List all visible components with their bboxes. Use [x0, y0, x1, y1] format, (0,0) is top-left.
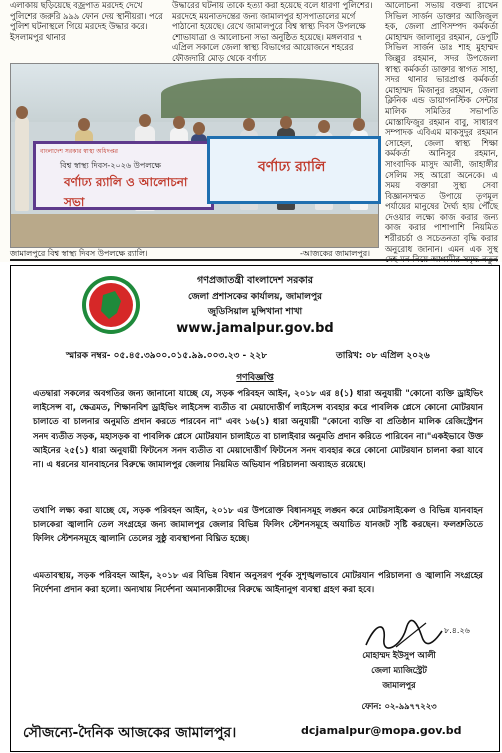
photo-credit: -আজকের জামালপুর। — [300, 249, 371, 258]
signatory-district: জামালপুর — [382, 680, 416, 690]
courtesy-line: সৌজন্যে-দৈনিক আজকের জামালপুর। — [23, 725, 237, 741]
news-column-2: উদ্ধারের ঘটনায় তাকে হত্যা করা হয়েছে বলে ধারণা পুলিশের। মরদেহে ময়নাতদন্তের জন্য জামালপুর হাসপাতালের মর্গে পাঠানো হয়েছে। রেখে জামালপুরে বিশ্ব স্বাস্থ্য দিবস উপলক্ষে শোভাযাত্রা ও আলোচনা সভা অনুষ্ঠিত হয়েছে। মঙ্গলবার ৭ এপ্রিল সকালে জেলা স্বাস্থ্য বিভাগের আয়োজনে শহরের ফৌজদারি মোড় থেকে বর্ণাঢ্য — [172, 0, 373, 63]
signature-date: ৮.৪.২৬ — [444, 626, 470, 635]
office-name: জেলা প্রশাসকের কার্যালয়, জামালপুর — [187, 292, 323, 302]
section-divider — [10, 259, 498, 261]
banner-event-text: বিশ্ব স্বাস্থ্য দিবস-২০২৬ উপলক্ষে — [60, 161, 161, 170]
notice-date: তারিখ: ০৮ এপ্রিল ২০২৬ — [336, 351, 430, 361]
branch-name: জুডিসিয়াল মুন্সিখানা শাখা — [207, 307, 303, 317]
notice-title: গণবিজ্ঞপ্তি — [236, 373, 274, 383]
signature — [356, 617, 476, 653]
news-section — [0, 0, 502, 262]
rally-photo — [10, 63, 379, 248]
public-notice — [10, 265, 500, 752]
photo-road — [11, 214, 378, 247]
notice-paragraph-3: এমতাবস্থায়, সড়ক পরিবহন আইন, ২০১৮ এর বিভিন্ন বিধান অনুসরণ পূর্বক সুশৃঙ্খলভাবে মোটরযান পরিচালনা ও জ্বালানি সংগ্রহের নির্দেশনা প্রদান করা হলো। অন্যথায় নির্দেশনা অমান্যকারীদের বিরুদ্ধে আইনানুগ ব্যবস্থা গ্রহণ করা হবে। — [33, 571, 483, 596]
banner-org-text: বাংলাদেশ সরকার স্বাস্থ্য অধিদপ্তর — [40, 148, 118, 155]
notice-paragraph-1: এতদ্বারা সকলের অবগতির জন্য জানানো যাচ্ছে যে, সড়ক পরিবহন আইন, ২০১৮ এর ৪(১) ধারা অনুযায়ী "কোনো ব্যক্তি ড্রাইভিং লাইসেন্স বা, ক্ষেত্রমত, শিক্ষানবিশ ড্রাইভিং লাইসেন্স ব্যতীত বা মেয়াদোত্তীর্ণ লাইসেন্স ব্যবহার করে পাবলিক প্লেসে কোনো মোটরযান চালাতে বা চালনার অনুমতি প্রদান করতে পারবেন না" এবং ১৬(১) ধারা অনুযায়ী "কোনো ব্যক্তি বা প্রতিষ্ঠান মালিক রেজিস্ট্রেশন সনদ ব্যতীত সড়ক, মহাসড়ক বা পাবলিক প্লেসে মোটরযান চালাইতে বা চালাইবার অনুমতি প্রদান করিতে পারিবেন না।"একইভাবে উক্ত আইনের ২৫(১) ধারা অনুযায়ী ফিটনেস সনদ ব্যতীত বা মেয়াদোত্তীর্ণ ফিটনেস সনদ ব্যবহার করে কোনো মোটরযান চালনা করা যাবে না। এ ধরনের যানবাহনের বিরুদ্ধে জামালপুর জেলায় নিয়মিত অভিযান পরিচালনা অব্যাহত রয়েছে। — [33, 389, 483, 471]
news-column-1: এলাকায় ছড়িয়েছে বজ্রপাত মরদেহ দেখে পুলিশের জরুরি ৯৯৯ ফোন দেয় স্থানীয়রা। পরে পুলিশ ঘটনাস্থলে গিয়ে মরদেহ উদ্ধার করে। ইসলামপুর থানার — [10, 0, 163, 42]
memo-number: স্মারক নম্বর- ০৫.৪৫.৩৯০০.০১৫.৯৯.০০৩.২৩ - ২২৮ — [66, 351, 267, 361]
banner-main-text: বর্ণাঢ্য র‍্যালি ও আলোচনা সভা — [64, 175, 188, 209]
website-link[interactable]: www.jamalpur.gov.bd — [176, 321, 334, 336]
phone-number: ফোন: ০২-৯৯৭৭২২৩ — [361, 701, 437, 711]
signatory-designation: জেলা ম্যাজিস্ট্রেট — [371, 665, 427, 675]
notice-paragraph-2: তথাপি লক্ষ্য করা যাচ্ছে যে, সড়ক পরিবহন আইন, ২০১৮ এর উপরোক্ত বিধানসমূহ লঙ্ঘন করে মোটরসাইকেল ও বিভিন্ন যানবাহন চালকেরা জ্বালানি তেল সংগ্রহের জন্য জামালপুর জেলার বিভিন্ন ফিলিং স্টেশনসমূহে অযাচিত যানজট সৃষ্টি করছেন। ফলশ্রুতিতে ফিলিং স্টেশনসমূহে জ্বালানি তেলের সুষ্ঠু ব্যবস্থাপনা বিঘ্নিত হচ্ছে। — [33, 506, 483, 545]
signatory-name: মোহাম্মদ ইউসুপ আলী — [362, 650, 436, 660]
email-link[interactable]: dcjamalpur@mopa.gov.bd — [301, 724, 462, 737]
photo-caption: জামালপুরে বিশ্ব স্বাস্থ্য দিবস উপলক্ষে র‍্যালি। — [10, 249, 148, 258]
rally-banner-left — [33, 141, 214, 210]
news-column-3: আলোচনা সভায় বক্তব্য রাখেন সিভিল সার্জন ডাক্তার আজিজুল হক, জেলা প্রাণিসম্পদ কর্মকর্তা মোহাম্মদ জালালুর রহমান, ডেপুটি সিভিল সার্জন ডাঃ শাহ মুহাম্মদ জিল্লুর রহমান, সদর উপজেলা স্বাস্থ্য কর্মকর্তা ডাক্তার স্বাগত সাহা, সদর থানার ভারপ্রাপ্ত কর্মকর্তা মোহাম্মদ মিজানুর রহমান, জেলা ক্লিনিক এন্ড ডায়াগনস্টিক সেন্টার মালিক সমিতির সভাপতি মোস্তাফিজুর রহমান বাবু, সাধারণ সম্পাদক এবিএম মাকসুদুর রহমান সোহেল, জেলা স্বাস্থ্য শিক্ষা কর্মকর্তা আনিসুর রহমান, সাংবাদিক মাসুদ আলী, জাহাঙ্গীর সেলিম সহ আরো অনেকে। এ সময় বক্তারা সুস্থ্য সেবা বিজ্ঞানসম্মত উপায়ে তৃণমূল পর্যায়ের মানুষের দৈর্ঘ্য হায় পৌঁছে দেওয়ার লক্ষ্যে কাজ করার জন্য কাজ করার পাশাপাশি নিয়মিত শরীরচর্চা ও সচেতনতা বৃদ্ধি করার অনুরোধ জানান। এমন এক সুস্থ — [385, 0, 498, 254]
rally-banner-right — [207, 136, 381, 204]
banner2-main-text: বর্ণাঢ্য র‍্যালি — [258, 159, 326, 175]
govt-name: গণপ্রজাতন্ত্রী বাংলাদেশ সরকার — [197, 275, 313, 286]
